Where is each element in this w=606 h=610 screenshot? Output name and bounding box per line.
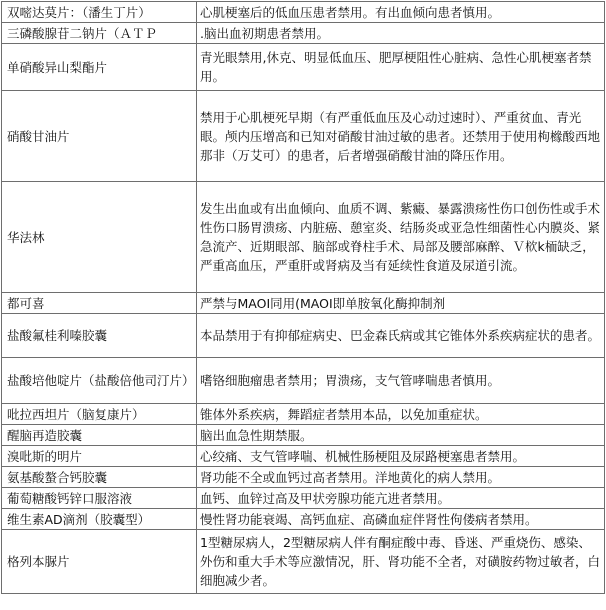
- drug-name: 盐酸氟桂利嗪胶囊: [2, 314, 197, 358]
- drug-name: 格列本脲片: [2, 530, 197, 594]
- table-row: [2, 509, 605, 530]
- contraindication-text: .脑出血初期患者禁用。: [197, 23, 605, 44]
- contraindication-text: 血钙、血锌过高及甲状旁腺功能亢进者禁用。: [197, 488, 605, 509]
- table-row: [2, 358, 605, 404]
- drug-name: 三磷酸腺苷二钠片（ＡＴＰ: [2, 23, 197, 44]
- table-row: [2, 425, 605, 446]
- table-row: [2, 2, 605, 23]
- drug-name: 溴吡斯的明片: [2, 446, 197, 467]
- contraindication-text: 脑出血急性期禁服。: [197, 425, 605, 446]
- drug-name: 吡拉西坦片（脑复康片）: [2, 404, 197, 425]
- table-row: [2, 446, 605, 467]
- contraindication-text: 心绞痛、支气管哮喘、机械性肠梗阻及尿路梗塞患者禁用。: [197, 446, 605, 467]
- table-row: [2, 404, 605, 425]
- table-row: [2, 467, 605, 488]
- contraindication-text: 嗜铬细胞瘤患者禁用；胃溃疡，支气管哮喘患者慎用。: [197, 358, 605, 404]
- table-row: [2, 488, 605, 509]
- contraindication-text: 慢性肾功能衰竭、高钙血症、高磷血症伴肾性佝偻病者禁用。: [197, 509, 605, 530]
- drug-contraindication-table: [1, 1, 605, 594]
- table-row: [2, 91, 605, 182]
- contraindication-text: 锥体外系疾病，舞蹈症者禁用本品，以免加重症状。: [197, 404, 605, 425]
- drug-name: 都可喜: [2, 293, 197, 314]
- table-row: [2, 23, 605, 44]
- table-row: [2, 182, 605, 293]
- contraindication-text: 严禁与MAOI同用(MAOI即单胺氧化酶抑制剂: [197, 293, 605, 314]
- drug-name: 硝酸甘油片: [2, 91, 197, 182]
- contraindication-text: 本品禁用于有抑郁症病史、巴金森氏病或其它锥体外系疾病症状的患者。: [197, 314, 605, 358]
- drug-name: 华法林: [2, 182, 197, 293]
- drug-name: 双嘧达莫片：（潘生丁片）: [2, 2, 197, 23]
- table-row: [2, 44, 605, 91]
- table-row: [2, 314, 605, 358]
- drug-name: 单硝酸异山梨酯片: [2, 44, 197, 91]
- drug-name: 盐酸培他啶片（盐酸倍他司汀片）: [2, 358, 197, 404]
- table-row: [2, 530, 605, 594]
- contraindication-text: 心肌梗塞后的低血压患者禁用。有出血倾向患者慎用。: [197, 2, 605, 23]
- contraindication-text: 禁用于心肌梗死早期（有严重低血压及心动过速时）、严重贫血、青光眼。颅内压增高和已知对硝酸甘油过敏的患者。还禁用于使用枸橼酸西地那非（万艾可）的患者，后者增强硝酸甘油的降压作用。: [197, 91, 605, 182]
- contraindication-text: 青光眼禁用,休克、明显低血压、肥厚梗阻性心脏病、急性心肌梗塞者禁用。: [197, 44, 605, 91]
- contraindication-text: 发生出血或有出血倾向、血质不调、紫癜、暴露溃疡性伤口创伤性或手术性伤口肠胃溃疡、内脏癌、憩室炎、结肠炎或亚急性细菌性心内膜炎、紧急流产、近期眼部、脑部或脊柱手术、局部及腰部麻醉、Ｖ栨k栭缺乏，严重高血压，严重肝或肾病及当有延续性食道及尿道引流。: [197, 182, 605, 293]
- drug-name: 维生素AD滴剂（胶囊型）: [2, 509, 197, 530]
- drug-name: 氨基酸螯合钙胶囊: [2, 467, 197, 488]
- drug-name: 醒脑再造胶囊: [2, 425, 197, 446]
- drug-name: 葡萄糖酸钙锌口服溶液: [2, 488, 197, 509]
- contraindication-text: 肾功能不全或血钙过高者禁用。洋地黄化的病人禁用。: [197, 467, 605, 488]
- contraindication-text: 1型糖尿病人，2型糖尿病人伴有酮症酸中毒、昏迷、严重烧伤、感染、外伤和重大手术等应激情况，肝、肾功能不全者，对磺胺药物过敏者，白细胞减少者。: [197, 530, 605, 594]
- table-row: [2, 293, 605, 314]
